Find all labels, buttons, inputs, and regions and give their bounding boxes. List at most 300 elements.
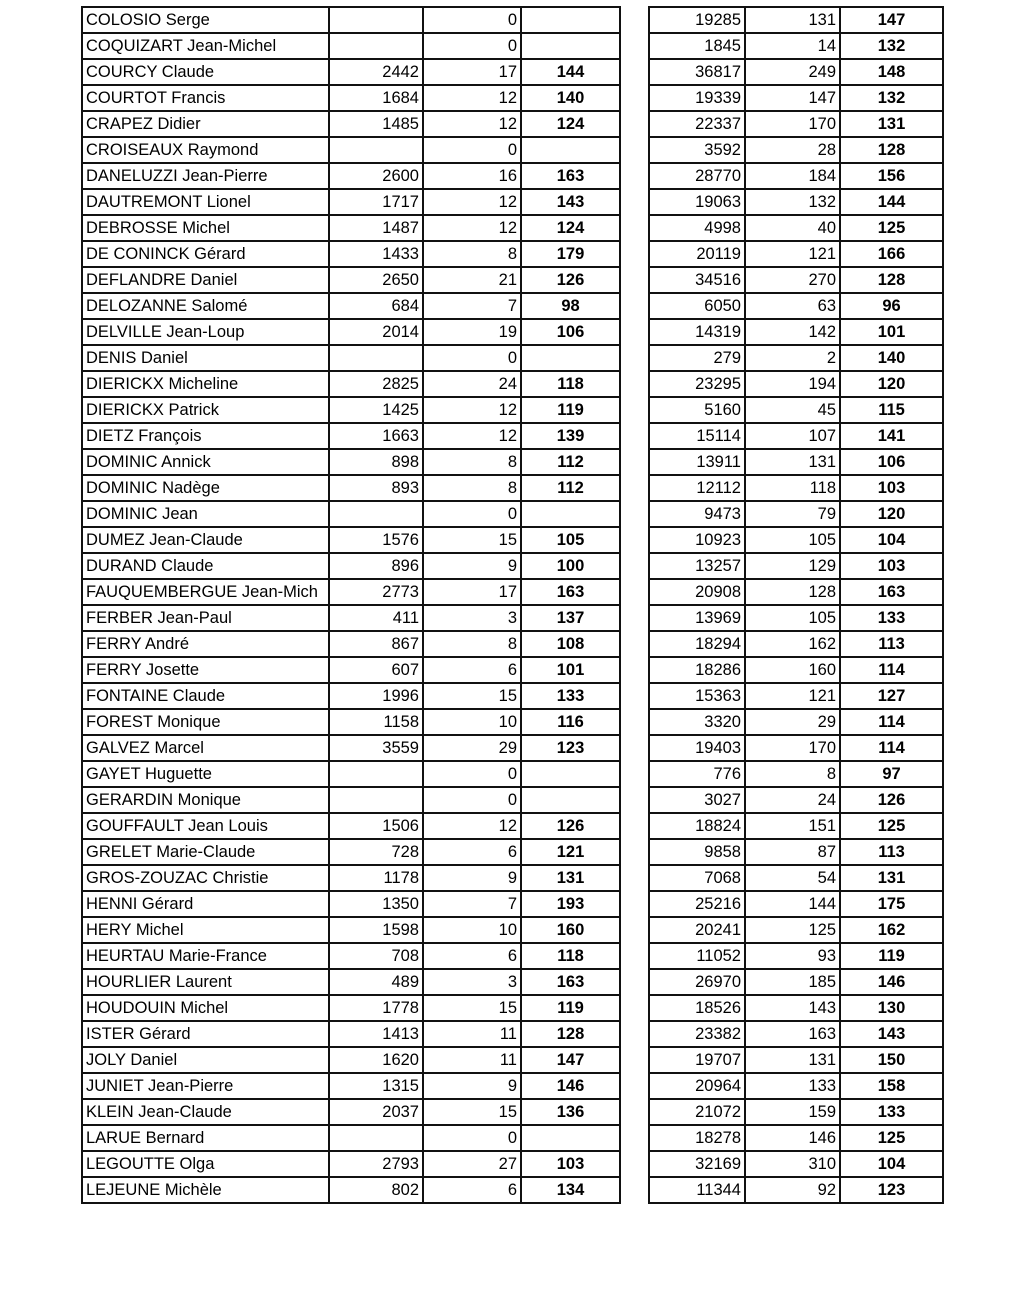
table-row <box>82 631 620 657</box>
player-name-cell: CROISEAUX Raymond <box>82 137 329 163</box>
total-games-cell: 147 <box>745 85 840 111</box>
table-row <box>649 85 943 111</box>
total-average-cell: 156 <box>840 163 943 189</box>
table-row <box>82 813 620 839</box>
total-points-cell: 10923 <box>649 527 745 553</box>
total-points-cell: 28770 <box>649 163 745 189</box>
season-average-cell <box>521 1125 620 1151</box>
player-name-cell: DOMINIC Annick <box>82 449 329 475</box>
total-points-cell: 9858 <box>649 839 745 865</box>
season-points-cell <box>329 137 423 163</box>
total-average-cell: 120 <box>840 371 943 397</box>
total-games-cell: 105 <box>745 527 840 553</box>
table-row <box>82 267 620 293</box>
player-name-cell: DIERICKX Patrick <box>82 397 329 423</box>
season-average-cell: 98 <box>521 293 620 319</box>
total-average-cell: 115 <box>840 397 943 423</box>
player-name-cell: FERRY André <box>82 631 329 657</box>
total-average-cell: 144 <box>840 189 943 215</box>
total-games-cell: 40 <box>745 215 840 241</box>
total-games-cell: 146 <box>745 1125 840 1151</box>
total-points-cell: 14319 <box>649 319 745 345</box>
season-games-cell: 0 <box>423 501 521 527</box>
player-name-cell: JUNIET Jean-Pierre <box>82 1073 329 1099</box>
total-points-cell: 5160 <box>649 397 745 423</box>
season-games-cell: 0 <box>423 7 521 33</box>
total-points-cell: 25216 <box>649 891 745 917</box>
player-name-cell: DOMINIC Jean <box>82 501 329 527</box>
total-games-cell: 107 <box>745 423 840 449</box>
total-points-cell: 19063 <box>649 189 745 215</box>
season-points-cell: 1996 <box>329 683 423 709</box>
total-points-cell: 3027 <box>649 787 745 813</box>
total-points-cell: 9473 <box>649 501 745 527</box>
season-average-cell: 137 <box>521 605 620 631</box>
season-average-cell: 100 <box>521 553 620 579</box>
total-games-cell: 28 <box>745 137 840 163</box>
season-average-cell: 119 <box>521 397 620 423</box>
season-games-cell: 16 <box>423 163 521 189</box>
table-row <box>649 683 943 709</box>
table-row <box>82 33 620 59</box>
total-points-cell: 19707 <box>649 1047 745 1073</box>
total-points-cell: 20964 <box>649 1073 745 1099</box>
table-row <box>649 397 943 423</box>
table-row <box>649 839 943 865</box>
season-average-cell: 101 <box>521 657 620 683</box>
total-average-cell: 133 <box>840 1099 943 1125</box>
total-points-cell: 11052 <box>649 943 745 969</box>
season-points-cell: 1178 <box>329 865 423 891</box>
season-games-cell: 17 <box>423 59 521 85</box>
season-average-cell: 139 <box>521 423 620 449</box>
player-name-cell: DAUTREMONT Lionel <box>82 189 329 215</box>
total-average-cell: 162 <box>840 917 943 943</box>
total-average-cell: 131 <box>840 111 943 137</box>
table-row <box>82 319 620 345</box>
table-row <box>649 1073 943 1099</box>
table-row <box>649 865 943 891</box>
season-points-cell: 1485 <box>329 111 423 137</box>
total-average-cell: 133 <box>840 605 943 631</box>
season-games-cell: 9 <box>423 553 521 579</box>
total-games-cell: 132 <box>745 189 840 215</box>
table-row <box>82 423 620 449</box>
table-row <box>649 1151 943 1177</box>
season-average-cell: 124 <box>521 215 620 241</box>
cumulative-scores-table <box>648 6 944 1204</box>
season-points-cell: 489 <box>329 969 423 995</box>
table-row <box>649 1047 943 1073</box>
table-row <box>649 527 943 553</box>
total-points-cell: 20241 <box>649 917 745 943</box>
player-name-cell: COLOSIO Serge <box>82 7 329 33</box>
table-row <box>82 735 620 761</box>
table-row <box>649 267 943 293</box>
total-average-cell: 128 <box>840 137 943 163</box>
season-points-cell: 607 <box>329 657 423 683</box>
table-row <box>649 891 943 917</box>
table-row <box>82 1073 620 1099</box>
player-name-cell: DOMINIC Nadège <box>82 475 329 501</box>
total-points-cell: 18526 <box>649 995 745 1021</box>
table-row <box>82 449 620 475</box>
total-average-cell: 163 <box>840 579 943 605</box>
season-points-cell: 1620 <box>329 1047 423 1073</box>
table-row <box>82 865 620 891</box>
season-average-cell: 118 <box>521 371 620 397</box>
season-points-cell: 2014 <box>329 319 423 345</box>
season-points-cell <box>329 761 423 787</box>
season-games-cell: 6 <box>423 943 521 969</box>
season-games-cell: 15 <box>423 683 521 709</box>
season-points-cell: 1598 <box>329 917 423 943</box>
total-games-cell: 184 <box>745 163 840 189</box>
table-row <box>82 683 620 709</box>
player-name-cell: FERBER Jean-Paul <box>82 605 329 631</box>
player-name-cell: GROS-ZOUZAC Christie <box>82 865 329 891</box>
total-average-cell: 143 <box>840 1021 943 1047</box>
total-points-cell: 23382 <box>649 1021 745 1047</box>
total-average-cell: 125 <box>840 215 943 241</box>
season-average-cell: 133 <box>521 683 620 709</box>
season-games-cell: 12 <box>423 215 521 241</box>
total-points-cell: 20119 <box>649 241 745 267</box>
total-average-cell: 113 <box>840 839 943 865</box>
total-average-cell: 114 <box>840 657 943 683</box>
player-name-cell: DANELUZZI Jean-Pierre <box>82 163 329 189</box>
table-row <box>649 579 943 605</box>
season-points-cell: 1684 <box>329 85 423 111</box>
season-average-cell: 144 <box>521 59 620 85</box>
season-average-cell: 106 <box>521 319 620 345</box>
season-points-cell: 1487 <box>329 215 423 241</box>
total-points-cell: 15114 <box>649 423 745 449</box>
season-points-cell: 2825 <box>329 371 423 397</box>
total-games-cell: 105 <box>745 605 840 631</box>
total-points-cell: 19339 <box>649 85 745 111</box>
season-average-cell: 140 <box>521 85 620 111</box>
total-average-cell: 175 <box>840 891 943 917</box>
table-row <box>649 293 943 319</box>
total-games-cell: 270 <box>745 267 840 293</box>
season-average-cell: 126 <box>521 813 620 839</box>
player-name-cell: DIERICKX Micheline <box>82 371 329 397</box>
total-average-cell: 166 <box>840 241 943 267</box>
season-games-cell: 12 <box>423 189 521 215</box>
season-games-cell: 0 <box>423 761 521 787</box>
table-row <box>649 813 943 839</box>
season-games-cell: 6 <box>423 1177 521 1203</box>
season-points-cell: 3559 <box>329 735 423 761</box>
season-games-cell: 12 <box>423 111 521 137</box>
total-points-cell: 3592 <box>649 137 745 163</box>
season-average-cell: 108 <box>521 631 620 657</box>
season-games-cell: 15 <box>423 995 521 1021</box>
total-games-cell: 29 <box>745 709 840 735</box>
total-games-cell: 151 <box>745 813 840 839</box>
season-points-cell: 1315 <box>329 1073 423 1099</box>
total-average-cell: 123 <box>840 1177 943 1203</box>
season-games-cell: 3 <box>423 605 521 631</box>
total-points-cell: 12112 <box>649 475 745 501</box>
total-average-cell: 146 <box>840 969 943 995</box>
season-points-cell: 1717 <box>329 189 423 215</box>
total-points-cell: 13257 <box>649 553 745 579</box>
total-average-cell: 158 <box>840 1073 943 1099</box>
season-games-cell: 0 <box>423 1125 521 1151</box>
total-games-cell: 170 <box>745 111 840 137</box>
table-row <box>82 579 620 605</box>
table-row <box>82 397 620 423</box>
season-points-cell: 1778 <box>329 995 423 1021</box>
total-games-cell: 131 <box>745 7 840 33</box>
table-row <box>649 33 943 59</box>
total-average-cell: 148 <box>840 59 943 85</box>
table-row <box>649 449 943 475</box>
player-name-cell: HEURTAU Marie-France <box>82 943 329 969</box>
table-row <box>649 1177 943 1203</box>
table-row <box>649 1125 943 1151</box>
player-name-cell: HERY Michel <box>82 917 329 943</box>
total-points-cell: 32169 <box>649 1151 745 1177</box>
season-average-cell: 179 <box>521 241 620 267</box>
season-average-cell: 136 <box>521 1099 620 1125</box>
table-row <box>649 7 943 33</box>
season-games-cell: 8 <box>423 241 521 267</box>
season-games-cell: 12 <box>423 423 521 449</box>
season-average-cell: 131 <box>521 865 620 891</box>
season-games-cell: 9 <box>423 1073 521 1099</box>
total-average-cell: 119 <box>840 943 943 969</box>
total-points-cell: 36817 <box>649 59 745 85</box>
player-name-cell: KLEIN Jean-Claude <box>82 1099 329 1125</box>
total-points-cell: 1845 <box>649 33 745 59</box>
total-average-cell: 103 <box>840 475 943 501</box>
table-row <box>649 345 943 371</box>
table-row <box>82 475 620 501</box>
total-games-cell: 194 <box>745 371 840 397</box>
total-points-cell: 3320 <box>649 709 745 735</box>
table-row <box>82 501 620 527</box>
total-average-cell: 120 <box>840 501 943 527</box>
total-average-cell: 104 <box>840 527 943 553</box>
total-games-cell: 131 <box>745 449 840 475</box>
table-row <box>82 189 620 215</box>
table-row <box>649 163 943 189</box>
season-games-cell: 27 <box>423 1151 521 1177</box>
player-name-cell: GERARDIN Monique <box>82 787 329 813</box>
total-points-cell: 15363 <box>649 683 745 709</box>
season-average-cell <box>521 33 620 59</box>
table-row <box>82 59 620 85</box>
season-average-cell <box>521 501 620 527</box>
season-points-cell: 893 <box>329 475 423 501</box>
player-name-cell: GALVEZ Marcel <box>82 735 329 761</box>
season-games-cell: 6 <box>423 839 521 865</box>
total-average-cell: 114 <box>840 709 943 735</box>
total-average-cell: 125 <box>840 1125 943 1151</box>
table-row <box>649 59 943 85</box>
season-points-cell: 2793 <box>329 1151 423 1177</box>
player-name-cell: DIETZ François <box>82 423 329 449</box>
season-points-cell: 728 <box>329 839 423 865</box>
season-average-cell: 163 <box>521 969 620 995</box>
season-average-cell: 118 <box>521 943 620 969</box>
total-average-cell: 104 <box>840 1151 943 1177</box>
season-points-cell <box>329 501 423 527</box>
table-row <box>82 1151 620 1177</box>
total-games-cell: 133 <box>745 1073 840 1099</box>
table-row <box>82 891 620 917</box>
total-average-cell: 101 <box>840 319 943 345</box>
player-name-cell: DUMEZ Jean-Claude <box>82 527 329 553</box>
table-row <box>82 605 620 631</box>
season-average-cell: 112 <box>521 475 620 501</box>
season-games-cell: 8 <box>423 475 521 501</box>
table-row <box>82 163 620 189</box>
table-row <box>649 241 943 267</box>
total-points-cell: 13969 <box>649 605 745 631</box>
total-games-cell: 159 <box>745 1099 840 1125</box>
table-row <box>82 917 620 943</box>
total-average-cell: 132 <box>840 33 943 59</box>
player-name-cell: LEJEUNE Michèle <box>82 1177 329 1203</box>
season-games-cell: 0 <box>423 33 521 59</box>
table-row <box>82 137 620 163</box>
player-name-cell: LARUE Bernard <box>82 1125 329 1151</box>
season-games-cell: 12 <box>423 85 521 111</box>
player-name-cell: COQUIZART Jean-Michel <box>82 33 329 59</box>
player-name-cell: GAYET Huguette <box>82 761 329 787</box>
total-average-cell: 97 <box>840 761 943 787</box>
total-games-cell: 79 <box>745 501 840 527</box>
season-average-cell: 119 <box>521 995 620 1021</box>
total-games-cell: 8 <box>745 761 840 787</box>
season-points-cell: 411 <box>329 605 423 631</box>
season-games-cell: 0 <box>423 137 521 163</box>
total-points-cell: 4998 <box>649 215 745 241</box>
total-average-cell: 126 <box>840 787 943 813</box>
total-games-cell: 121 <box>745 683 840 709</box>
total-games-cell: 54 <box>745 865 840 891</box>
season-points-cell: 684 <box>329 293 423 319</box>
player-name-cell: DELOZANNE Salomé <box>82 293 329 319</box>
season-games-cell: 10 <box>423 709 521 735</box>
season-games-cell: 12 <box>423 397 521 423</box>
total-games-cell: 14 <box>745 33 840 59</box>
season-points-cell <box>329 33 423 59</box>
season-average-cell: 112 <box>521 449 620 475</box>
player-name-cell: FAUQUEMBERGUE Jean-Mich <box>82 579 329 605</box>
player-name-cell: LEGOUTTE Olga <box>82 1151 329 1177</box>
total-games-cell: 121 <box>745 241 840 267</box>
total-games-cell: 125 <box>745 917 840 943</box>
season-games-cell: 21 <box>423 267 521 293</box>
season-points-cell: 2600 <box>329 163 423 189</box>
total-average-cell: 106 <box>840 449 943 475</box>
player-name-cell: JOLY Daniel <box>82 1047 329 1073</box>
table-row <box>82 293 620 319</box>
season-games-cell: 9 <box>423 865 521 891</box>
season-games-cell: 7 <box>423 293 521 319</box>
season-games-cell: 3 <box>423 969 521 995</box>
season-average-cell: 160 <box>521 917 620 943</box>
total-games-cell: 92 <box>745 1177 840 1203</box>
season-games-cell: 29 <box>423 735 521 761</box>
table-row <box>82 1021 620 1047</box>
season-points-cell: 708 <box>329 943 423 969</box>
total-average-cell: 132 <box>840 85 943 111</box>
season-points-cell: 2037 <box>329 1099 423 1125</box>
season-points-cell: 2442 <box>329 59 423 85</box>
player-name-cell: HOURLIER Laurent <box>82 969 329 995</box>
total-games-cell: 142 <box>745 319 840 345</box>
season-points-cell: 896 <box>329 553 423 579</box>
player-name-cell: DE CONINCK Gérard <box>82 241 329 267</box>
table-row <box>82 111 620 137</box>
total-points-cell: 18278 <box>649 1125 745 1151</box>
table-row <box>649 631 943 657</box>
season-points-cell <box>329 7 423 33</box>
table-row <box>649 657 943 683</box>
table-row <box>82 995 620 1021</box>
table-row <box>649 501 943 527</box>
table-row <box>649 969 943 995</box>
table-row <box>649 189 943 215</box>
season-points-cell: 1158 <box>329 709 423 735</box>
season-average-cell: 105 <box>521 527 620 553</box>
season-average-cell: 134 <box>521 1177 620 1203</box>
total-games-cell: 87 <box>745 839 840 865</box>
season-average-cell: 163 <box>521 163 620 189</box>
table-row <box>649 137 943 163</box>
season-points-cell: 1425 <box>329 397 423 423</box>
table-row <box>82 215 620 241</box>
total-points-cell: 13911 <box>649 449 745 475</box>
total-points-cell: 23295 <box>649 371 745 397</box>
player-name-cell: ISTER Gérard <box>82 1021 329 1047</box>
season-points-cell: 1413 <box>329 1021 423 1047</box>
season-games-cell: 19 <box>423 319 521 345</box>
season-points-cell: 2650 <box>329 267 423 293</box>
table-row <box>649 1099 943 1125</box>
total-points-cell: 18286 <box>649 657 745 683</box>
season-games-cell: 8 <box>423 631 521 657</box>
total-average-cell: 127 <box>840 683 943 709</box>
table-row <box>82 1099 620 1125</box>
total-points-cell: 26970 <box>649 969 745 995</box>
total-games-cell: 93 <box>745 943 840 969</box>
total-average-cell: 125 <box>840 813 943 839</box>
player-name-cell: GOUFFAULT Jean Louis <box>82 813 329 839</box>
table-row <box>649 553 943 579</box>
table-row <box>82 839 620 865</box>
table-row <box>649 215 943 241</box>
season-points-cell <box>329 1125 423 1151</box>
table-row <box>82 709 620 735</box>
table-row <box>82 787 620 813</box>
season-average-cell: 163 <box>521 579 620 605</box>
table-row <box>82 345 620 371</box>
season-points-cell: 1663 <box>329 423 423 449</box>
total-average-cell: 140 <box>840 345 943 371</box>
season-games-cell: 11 <box>423 1021 521 1047</box>
total-games-cell: 185 <box>745 969 840 995</box>
table-row <box>649 319 943 345</box>
season-average-cell: 193 <box>521 891 620 917</box>
total-points-cell: 21072 <box>649 1099 745 1125</box>
